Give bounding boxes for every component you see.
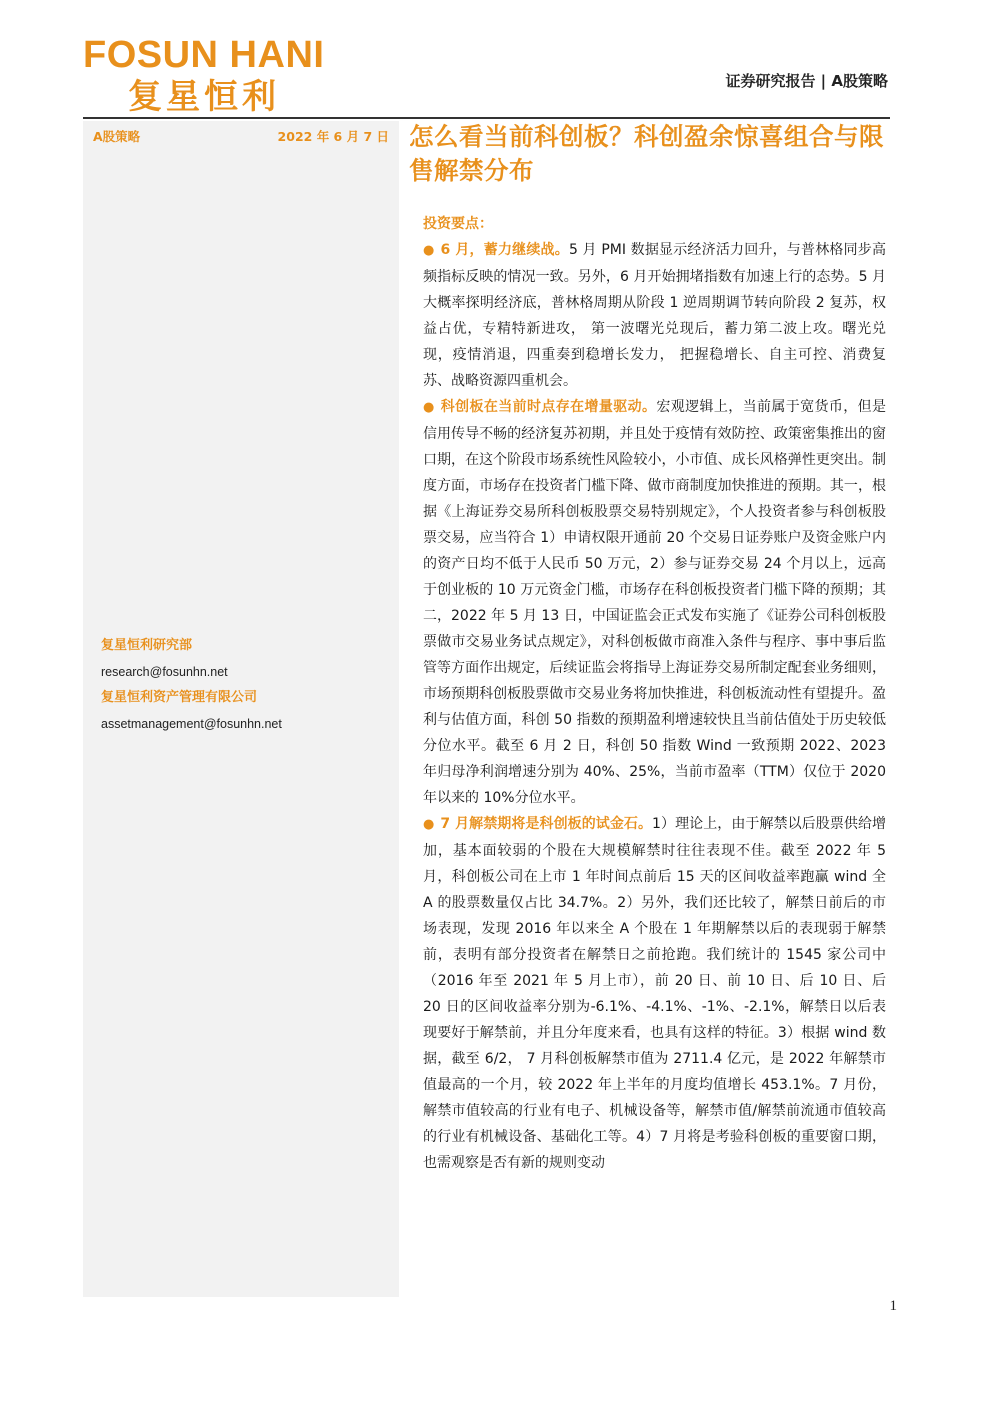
bullet-icon: ● <box>423 400 435 415</box>
key-point-lead: 6 月，蓄力继续战。 <box>440 242 569 258</box>
research-dept-name: 复星恒利研究部 <box>101 638 193 653</box>
company-email[interactable]: assetmanagement@fosunhn.net <box>101 717 282 731</box>
key-point-item <box>423 237 886 394</box>
key-point-text: 宏观逻辑上，当前属于宽货币，但是信用传导不畅的经济复苏初期，并且处于疫情有效防控、政策密集推出的窗口期，在这个阶段市场系统性风险较小，小市值、成长风格弹性更突出。制度方面，市场存在投资者门槛下降、做市商制度加快推进的预期。其一，根据《上海证券交易所科创板股票交易特别规定》，个人投资者参与科创板股票交易，应当符合 1）申请权限开通前 20 个交易日证券账户及资金账户内的资产日均不低于人民币 50 万元，2）参与证券交易 24 个月以上，远高于创业板的 10 万元资金门槛，市场存在科创板投资者门槛下降的预期；其二，2022 年 5 月 13 日，中国证监会正式发布实施了《证券公司科创板股票做市交易业务试点规定》，对科创板做市商准入条件与程序、事中事后监管等方面作出规定，后续证监会将指导上海证券交易所制定配套业务细则，市场预期科创板股票做市交易业务将加快推进，科创板流动性有望提升。盈利与估值方面，科创 50 指数的预期盈利增速较快且当前估值处于历史较低分位水平。截至 6 月 2 日，科创 50 指数 Wind 一致预期 2022、2023 年归母净利润增速分别为 40%、25%，当前市盈率（TTM）仅位于 2020 年以来的 10%分位水平。 <box>423 399 887 806</box>
report-category: A股策略 <box>93 129 141 144</box>
logo-text-cn: 复星恒利 <box>128 77 280 117</box>
page-number: 1 <box>889 1298 897 1314</box>
contact-block <box>101 633 282 737</box>
report-type-label: 证券研究报告 | A股策略 <box>725 72 888 90</box>
key-point-lead: 7 月解禁期将是科创板的试金石。 <box>440 816 653 832</box>
header-divider <box>83 117 890 119</box>
logo-text-en: FOSUN HANI <box>83 34 325 76</box>
key-point-text: 5 月 PMI 数据显示经济活力回升，与普林格同步高频指标反映的情况一致。另外，6 月开始拥堵指数有加速上行的态势。5 月大概率探明经济底，普林格周期从阶段 1 逆周期调节转向阶段 2 复苏，权益占优，专精特新进攻， 第一波曙光兑现后，蓄力第二波上攻。曙光兑现，疫情消退，四重奏到稳增长发力， 把握稳增长、自主可控、消费复苏、战略资源四重机会。 <box>423 242 886 389</box>
company-name: 复星恒利资产管理有限公司 <box>101 690 258 705</box>
report-date: 2022 年 6 月 7 日 <box>277 129 389 144</box>
research-dept-email[interactable]: research@fosunhn.net <box>101 665 228 679</box>
sidebar <box>83 121 399 1297</box>
key-point-lead: 科创板在当前时点存在增量驱动。 <box>440 399 657 415</box>
key-point-text: 1）理论上，由于解禁以后股票供给增加，基本面较弱的个股在大规模解禁时往往表现不佳。截至 2022 年 5 月，科创板公司在上市 1 年时间点前后 15 天的区间收益率跑赢 wind 全 A 的股票数量仅占比 34.7%。2）另外，我们还比较了，解禁日前后的市场表现，发现 2016 年以来全 A 个股在 1 年期解禁以后的表现弱于解禁前，表明有部分投资者在解禁日之前抢跑。我们统计的 1545 家公司中（2016 年至 2021 年 5 月上市），前 20 日、前 10 日、后 10 日、后 20 日的区间收益率分别为-6.1%、-4.1%、-1%、-2.1%，解禁日以后表现要好于解禁前，并且分年度来看，也具有这样的特征。3）根据 wind 数据，截至 6/2， 7 月科创板解禁市值为 2711.4 亿元，是 2022 年解禁市值最高的一个月，较 2022 年上半年的月度均值增长 453.1%。7 月份，解禁市值较高的行业有电子、机械设备等，解禁市值/解禁前流通市值较高的行业有机械设备、基础化工等。4）7 月将是考验科创板的重要窗口期，也需观察是否有新的规则变动 <box>423 816 887 1171</box>
key-points-heading: 投资要点： <box>423 216 493 232</box>
key-point-item <box>423 811 886 1176</box>
bullet-icon: ● <box>423 243 435 258</box>
report-body <box>423 211 886 1176</box>
bullet-icon: ● <box>423 817 435 832</box>
report-title: 怎么看当前科创板？科创盈余惊喜组合与限售解禁分布 <box>409 122 884 185</box>
key-point-item <box>423 394 886 811</box>
